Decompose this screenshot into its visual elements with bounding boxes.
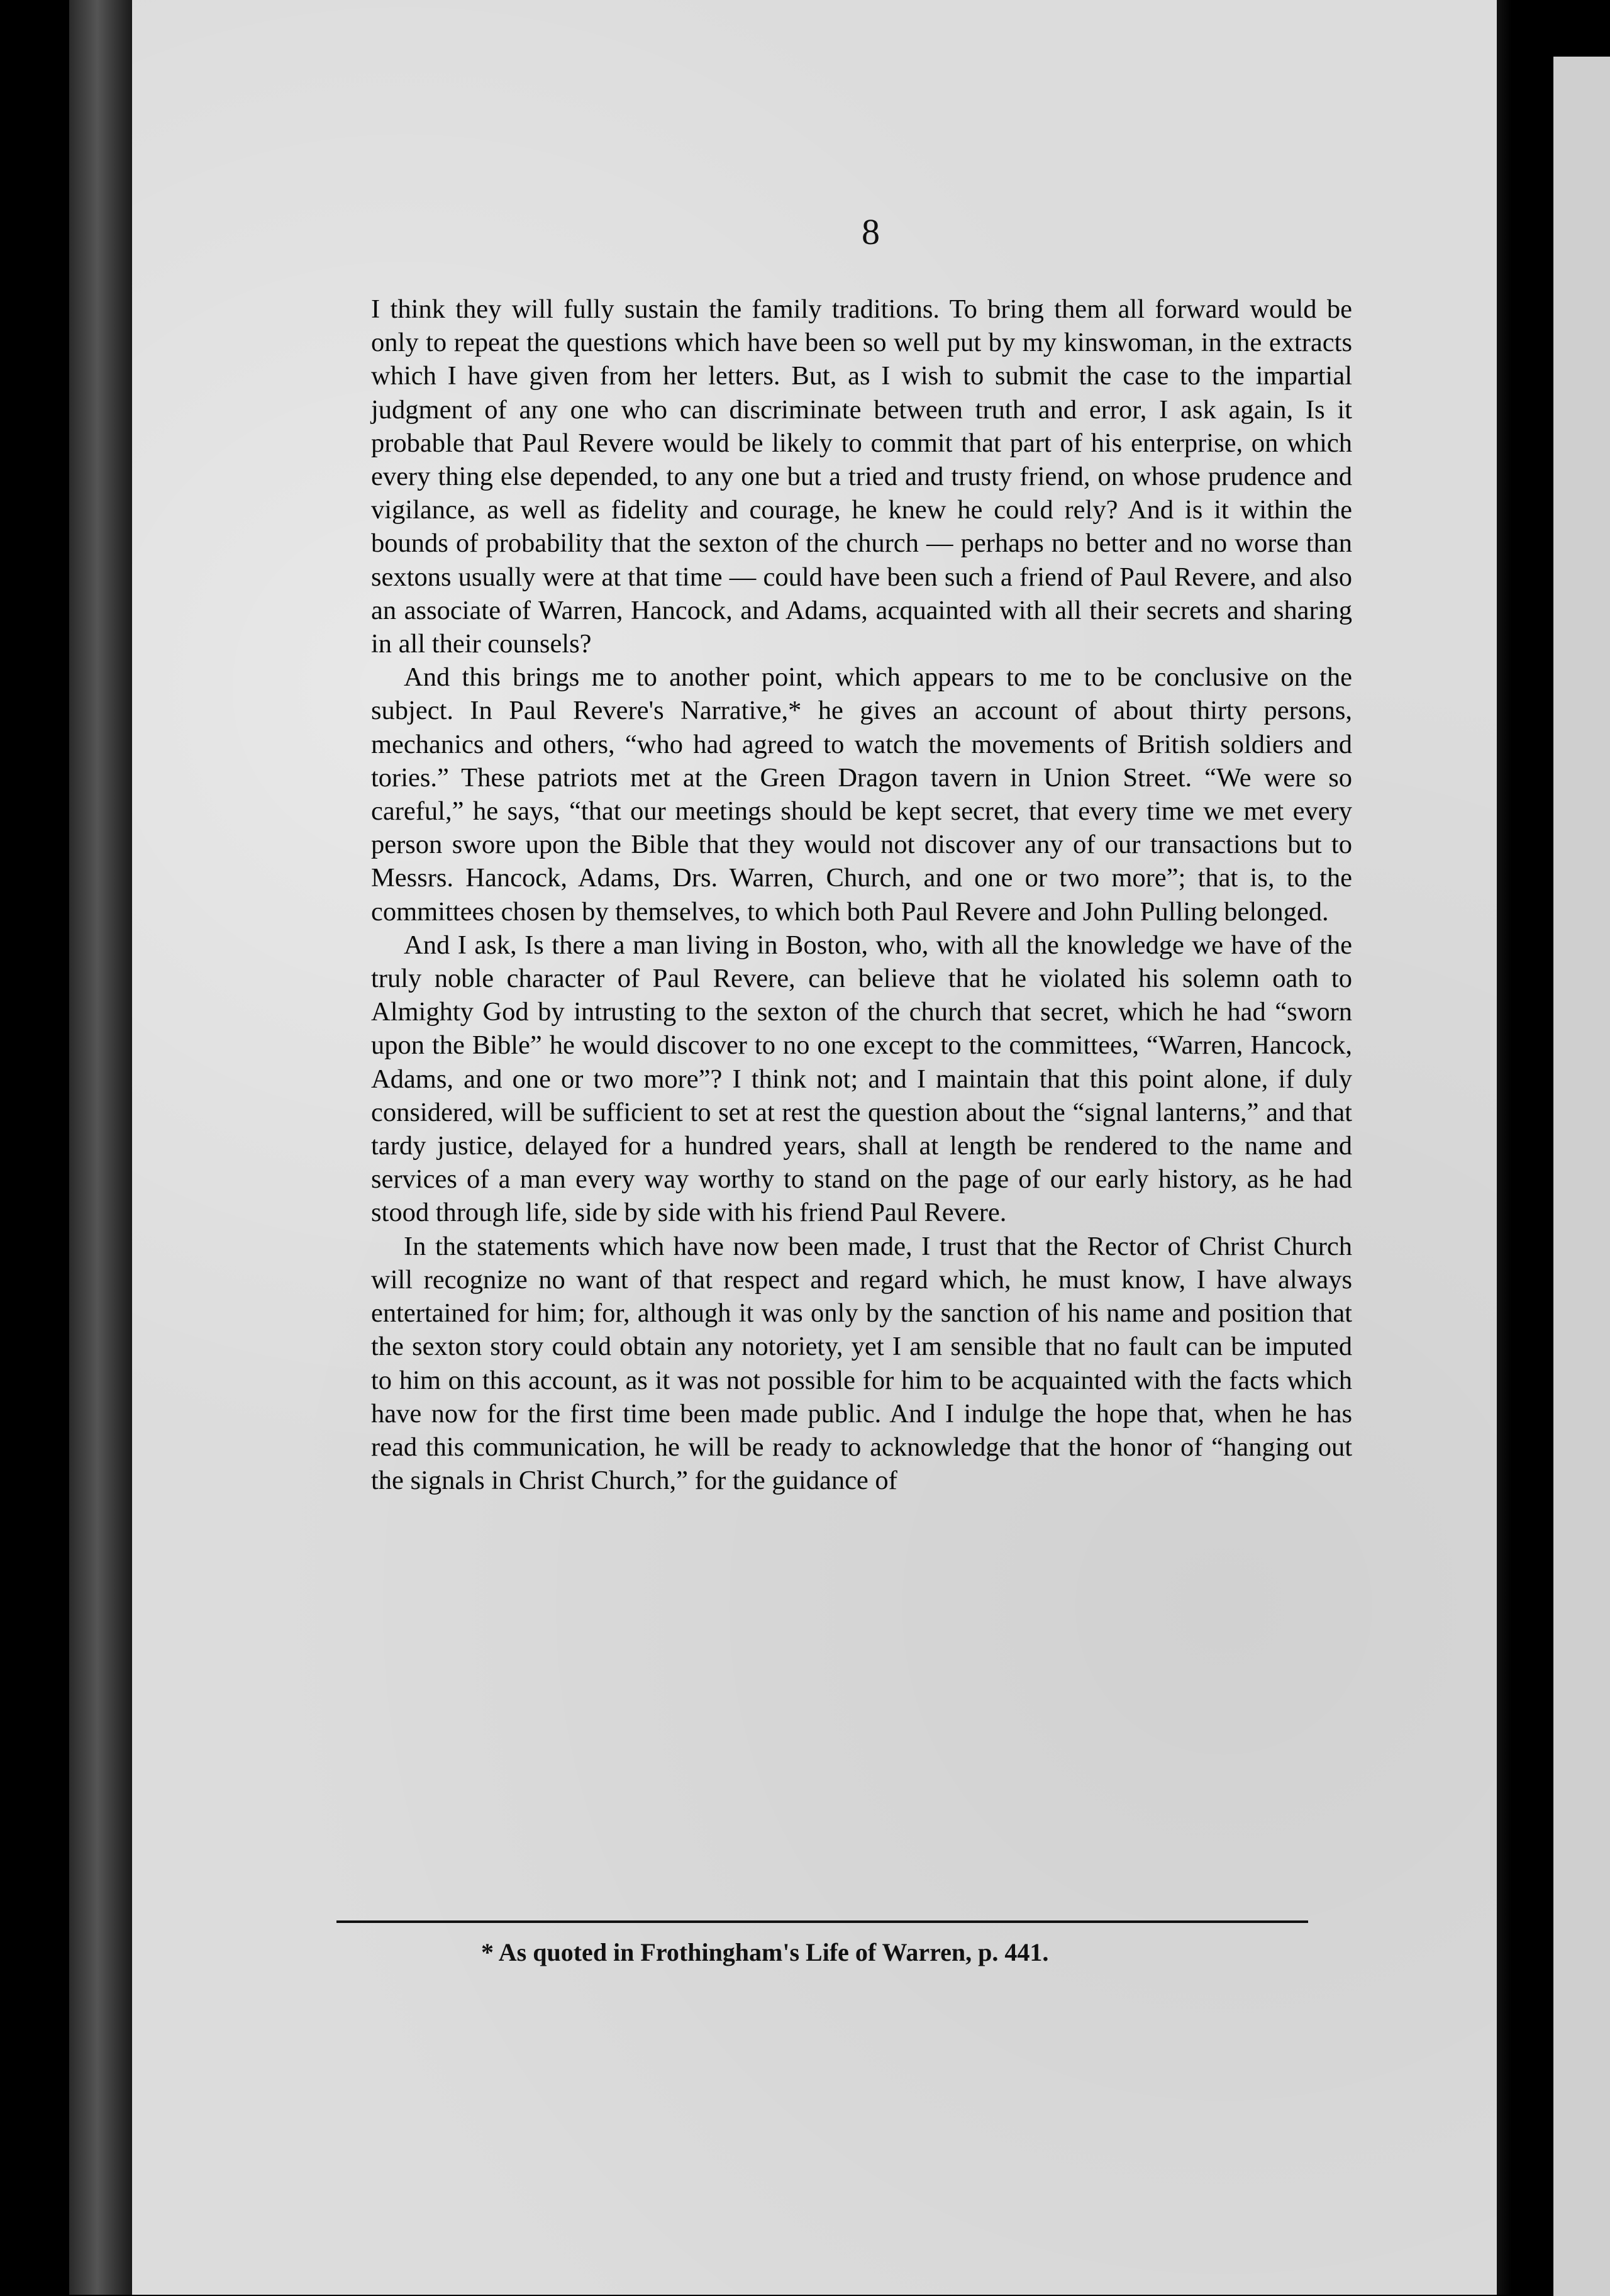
paragraph-3: And I ask, Is there a man living in Boston, who, with all the knowledge we have of the truly noble character of Paul Revere, can believe that he violated his solemn oath to Almighty God by intrusting to the sexton of the church that secret, which he had “sworn upon the Bible” he would discover to no one except to the committees, “Warren, Hancock, Adams, and one or two more”? I think not; and I maintain that this point alone, if duly considered, will be sufficient to set at rest the question about the “signal lanterns,” and that tardy justice, delayed for a hundred years, shall at length be rendered to the name and services of a man every way worthy to stand on the page of our early history, as he had stood through life, side by side with his friend Paul Revere.: [371, 930, 1352, 1228]
book-spine: [69, 0, 132, 2295]
footnote: * As quoted in Frothingham's Life of Warren, p. 441.: [481, 1938, 1049, 1966]
page-number: 8: [862, 211, 880, 252]
paragraph-1: I think they will fully sustain the family traditions. To bring them all forward would be only to repeat the questions which have been so well put by my kinswoman, in the extracts which I have given from her letters. But, as I wish to submit the case to the impartial judgment of any one who can discriminate between truth and error, I ask again, Is it probable that Paul Revere would be likely to commit that part of his enterprise, on which every thing else depended, to any one but a tried and trusty friend, on whose prudence and vigilance, as well as fidelity and courage, he knew he could rely? And is it within the bounds of probability that the sexton of the church — perhaps no better and no worse than sextons usually were at that time — could have been such a friend of Paul Revere, and also an associate of Warren, Hancock, and Adams, acquainted with all their secrets and sharing in all their counsels?: [371, 294, 1352, 659]
footnote-rule: [336, 1920, 1308, 1923]
paragraph-2: And this brings me to another point, which appears to me to be conclusive on the subject. In Paul Revere's Narrative,* he gives an account of about thirty persons, mechanics and others, “who had agreed to watch the movements of British soldiers and tories.” These patriots met at the Green Dragon tavern in Union Street. “We were so careful,” he says, “that our meetings should be kept secret, that every time we met every person swore upon the Bible that they would not discover any of our transactions but to Messrs. Hancock, Adams, Drs. Warren, Church, and one or two more”; that is, to the committees chosen by themselves, to which both Paul Revere and John Pulling belonged.: [371, 662, 1352, 927]
page-body-text: [371, 293, 1352, 1497]
scan-left-margin: [0, 0, 69, 2295]
adjacent-page-edge: [1553, 57, 1610, 2296]
paragraph-4: In the statements which have now been made, I trust that the Rector of Christ Church will recognize no want of that respect and regard which, he must know, I have always entertained for him; for, although it was only by the sanction of his name and position that the sexton story could obtain any notoriety, yet I am sensible that no fault can be imputed to him on this account, as it was not possible for him to be acquainted with the facts which have now for the first time been made public. And I indulge the hope that, when he has read this communication, he will be ready to acknowledge that the honor of “hanging out the signals in Christ Church,” for the guidance of: [371, 1231, 1352, 1496]
page-gutter-shadow: [1497, 0, 1535, 2295]
